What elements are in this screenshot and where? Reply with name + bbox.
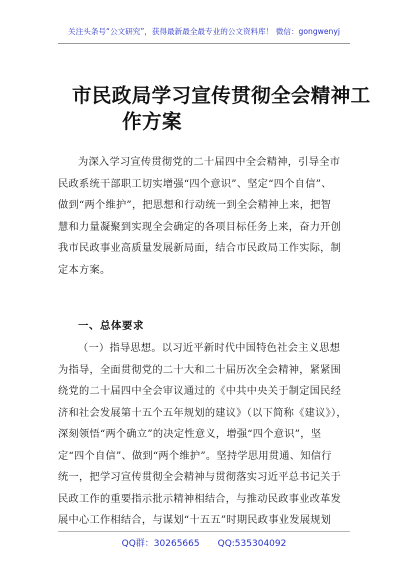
footer-qq-group: QQ群：30265665	[121, 539, 200, 549]
document-title	[72, 83, 371, 135]
guiding-line: （一）指导思想。以习近平新时代中国特色社会主义思想	[78, 343, 341, 354]
guiding-ideology-paragraph	[58, 338, 358, 532]
title-line-1: 市民政局学习宣传贯彻全会精神工	[72, 84, 371, 107]
footer-contact	[0, 536, 408, 549]
header-divider	[58, 43, 350, 44]
guiding-line: 民政工作的重要指示批示精神相结合，与推动民政事业改革发	[58, 493, 342, 505]
title-line-2: 作方案	[122, 110, 182, 133]
intro-line: 民政系统干部职工切实增强“四个意识”、坚定“四个自信”、	[58, 178, 332, 190]
guiding-line: 统一，把学习宣传贯彻全会精神与贯彻落实习近平总书记关于	[58, 472, 342, 483]
intro-paragraph	[58, 152, 358, 281]
guiding-line: 为指导，全面贯彻党的二十大和二十届历次全会精神，紧紧围	[58, 364, 342, 376]
intro-line: 慧和力量凝聚到实现全会确定的各项目标任务上来，奋力开创	[58, 221, 342, 233]
guiding-line: 深刻领悟“两个确立”的决定性意义，增强“四个意识”，坚	[58, 429, 322, 440]
guiding-line: 济和社会发展第十五个五年规划的建议》（以下简称《建议》），	[58, 407, 347, 419]
footer-qq: QQ:535304092	[217, 539, 287, 549]
intro-line: 为深入学习宣传贯彻党的二十届四中全会精神，引导全市	[78, 157, 341, 168]
guiding-line: 绕党的二十届四中全会审议通过的《中共中央关于制定国民经	[58, 386, 342, 397]
header-promo-note: 关注头条号“公文研究”，获得最新最全最专业的公文资料库！ 微信：gongwenyj	[68, 27, 340, 36]
guiding-line: 定“四个自信”、做到“两个维护”。坚持学思用贯通、知信行	[58, 450, 332, 462]
footer-divider	[58, 531, 350, 532]
guiding-line: 展中心工作相结合，与谋划“十五五”时期民政事业发展规划	[58, 515, 332, 526]
intro-line: 做到“两个维护”，把思想和行动统一到全会精神上来，把智	[58, 200, 332, 211]
intro-line: 定本方案。	[58, 264, 111, 276]
intro-line: 我市民政事业高质量发展新局面，结合市民政局工作实际，制	[58, 243, 342, 254]
section-heading-overall-requirements: 一、总体要求	[78, 320, 144, 332]
